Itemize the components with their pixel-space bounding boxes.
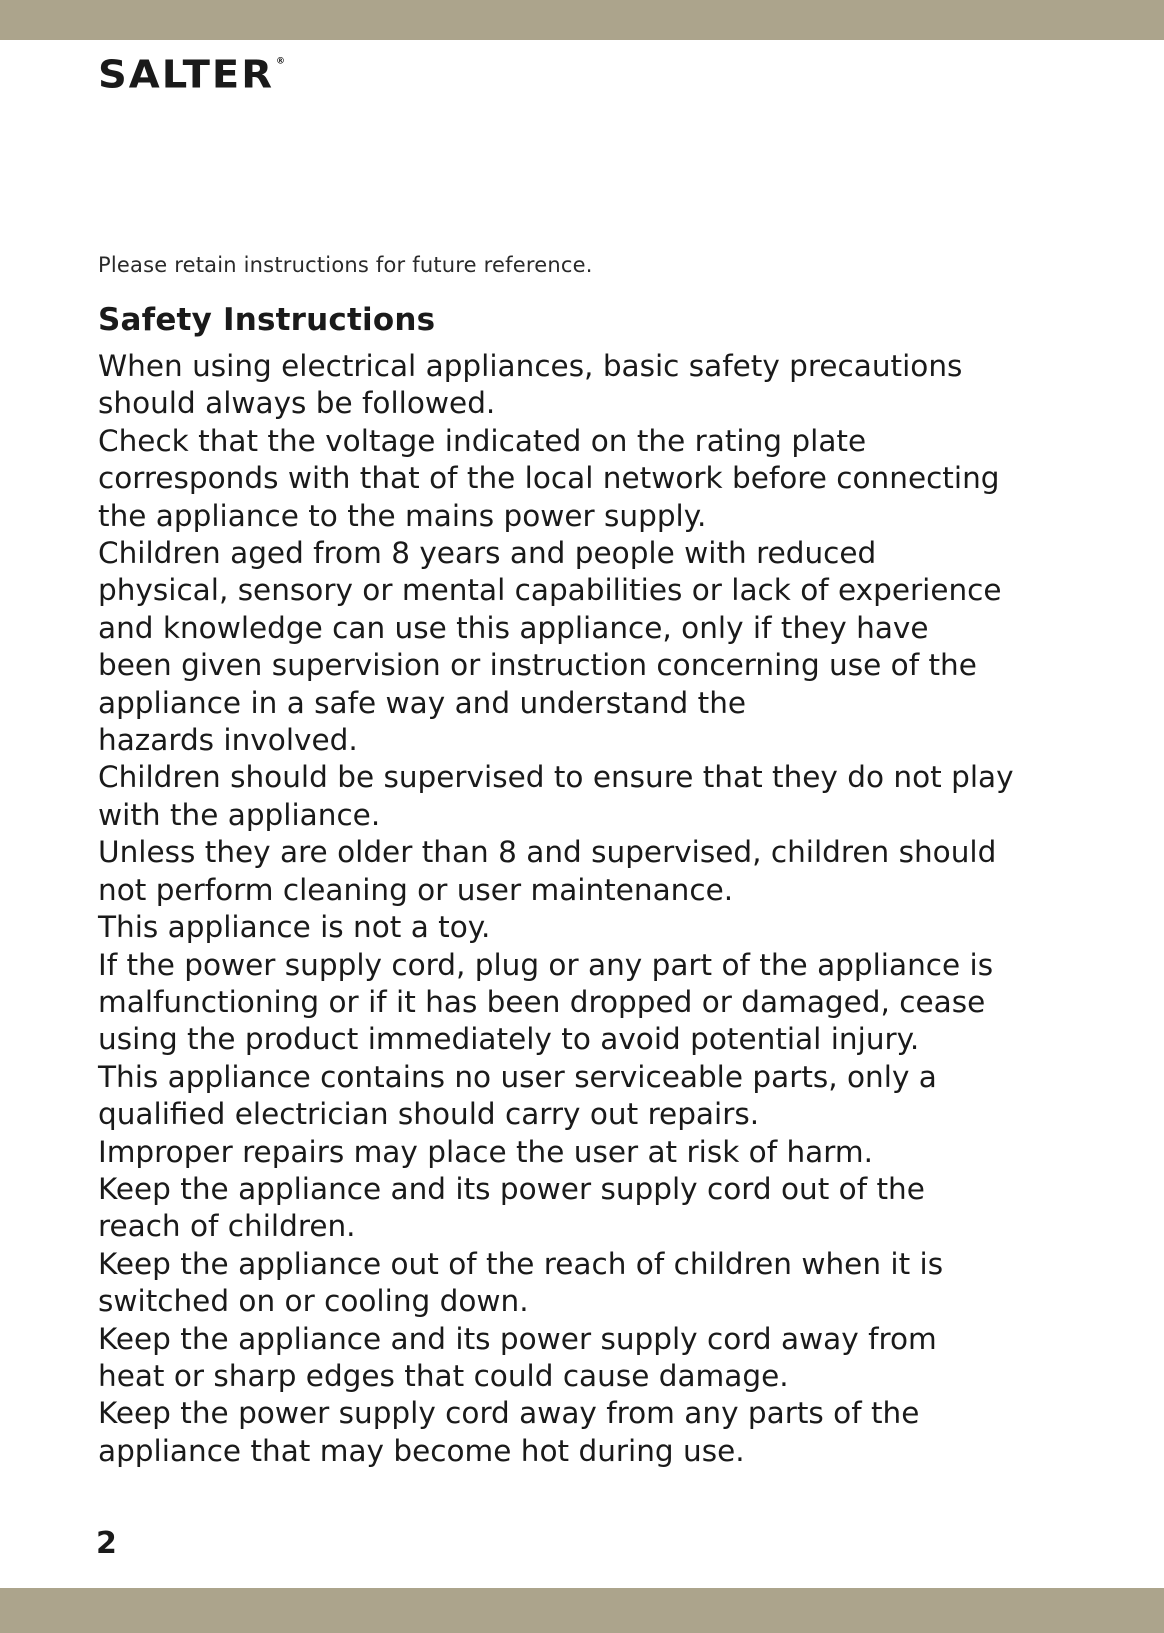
salter-logo — [98, 53, 286, 97]
instruction-line: hazards involved. — [98, 723, 358, 758]
instruction-line: the appliance to the mains power supply. — [98, 498, 707, 533]
page-number: 2 — [96, 1526, 117, 1561]
registered-mark: ® — [276, 56, 286, 67]
instruction-line: should always be followed. — [98, 386, 496, 421]
instruction-line: and knowledge can use this appliance, only if they have — [98, 610, 929, 645]
safety-instructions-body — [98, 348, 1098, 1470]
instruction-line: appliance that may become hot during use. — [98, 1433, 745, 1468]
retain-note: Please retain instructions for future reference. — [98, 253, 593, 277]
instruction-line: Keep the power supply cord away from any parts of the — [98, 1396, 920, 1431]
instruction-line: with the appliance. — [98, 797, 381, 832]
instruction-line: malfunctioning or if it has been dropped or damaged, cease — [98, 984, 986, 1019]
instruction-line: Children should be supervised to ensure that they do not play — [98, 760, 1014, 795]
instruction-line: Unless they are older than 8 and supervised, children should — [98, 835, 997, 870]
instruction-line: Keep the appliance and its power supply cord away from — [98, 1321, 937, 1356]
instruction-line: corresponds with that of the local network before connecting — [98, 461, 1000, 496]
bottom-band — [0, 1588, 1164, 1633]
instruction-line: Check that the voltage indicated on the rating plate — [98, 423, 867, 458]
instruction-line: Improper repairs may place the user at risk of harm. — [98, 1134, 873, 1169]
instruction-line: Keep the appliance and its power supply cord out of the — [98, 1171, 925, 1206]
top-band — [0, 0, 1164, 40]
brand-name: SALTER — [98, 53, 275, 97]
instruction-line: When using electrical appliances, basic safety precautions — [98, 349, 963, 383]
section-heading: Safety Instructions — [98, 302, 436, 338]
instruction-line: qualified electrician should carry out repairs. — [98, 1097, 760, 1132]
instruction-line: heat or sharp edges that could cause damage. — [98, 1358, 789, 1393]
instruction-line: switched on or cooling down. — [98, 1284, 529, 1319]
instruction-line: appliance in a safe way and understand the — [98, 685, 747, 720]
instruction-line: using the product immediately to avoid potential injury. — [98, 1022, 920, 1057]
instruction-line: If the power supply cord, plug or any part of the appliance is — [98, 947, 994, 982]
instruction-line: reach of children. — [98, 1209, 356, 1244]
instruction-line: been given supervision or instruction concerning use of the — [98, 648, 977, 683]
instruction-line: physical, sensory or mental capabilities or lack of experience — [98, 573, 1002, 608]
instruction-line: Keep the appliance out of the reach of children when it is — [98, 1246, 944, 1281]
instruction-line: This appliance is not a toy. — [98, 910, 491, 945]
instruction-line: not perform cleaning or user maintenance. — [98, 872, 734, 907]
instruction-line: This appliance contains no user serviceable parts, only a — [98, 1059, 937, 1094]
instruction-line: Children aged from 8 years and people with reduced — [98, 536, 877, 571]
